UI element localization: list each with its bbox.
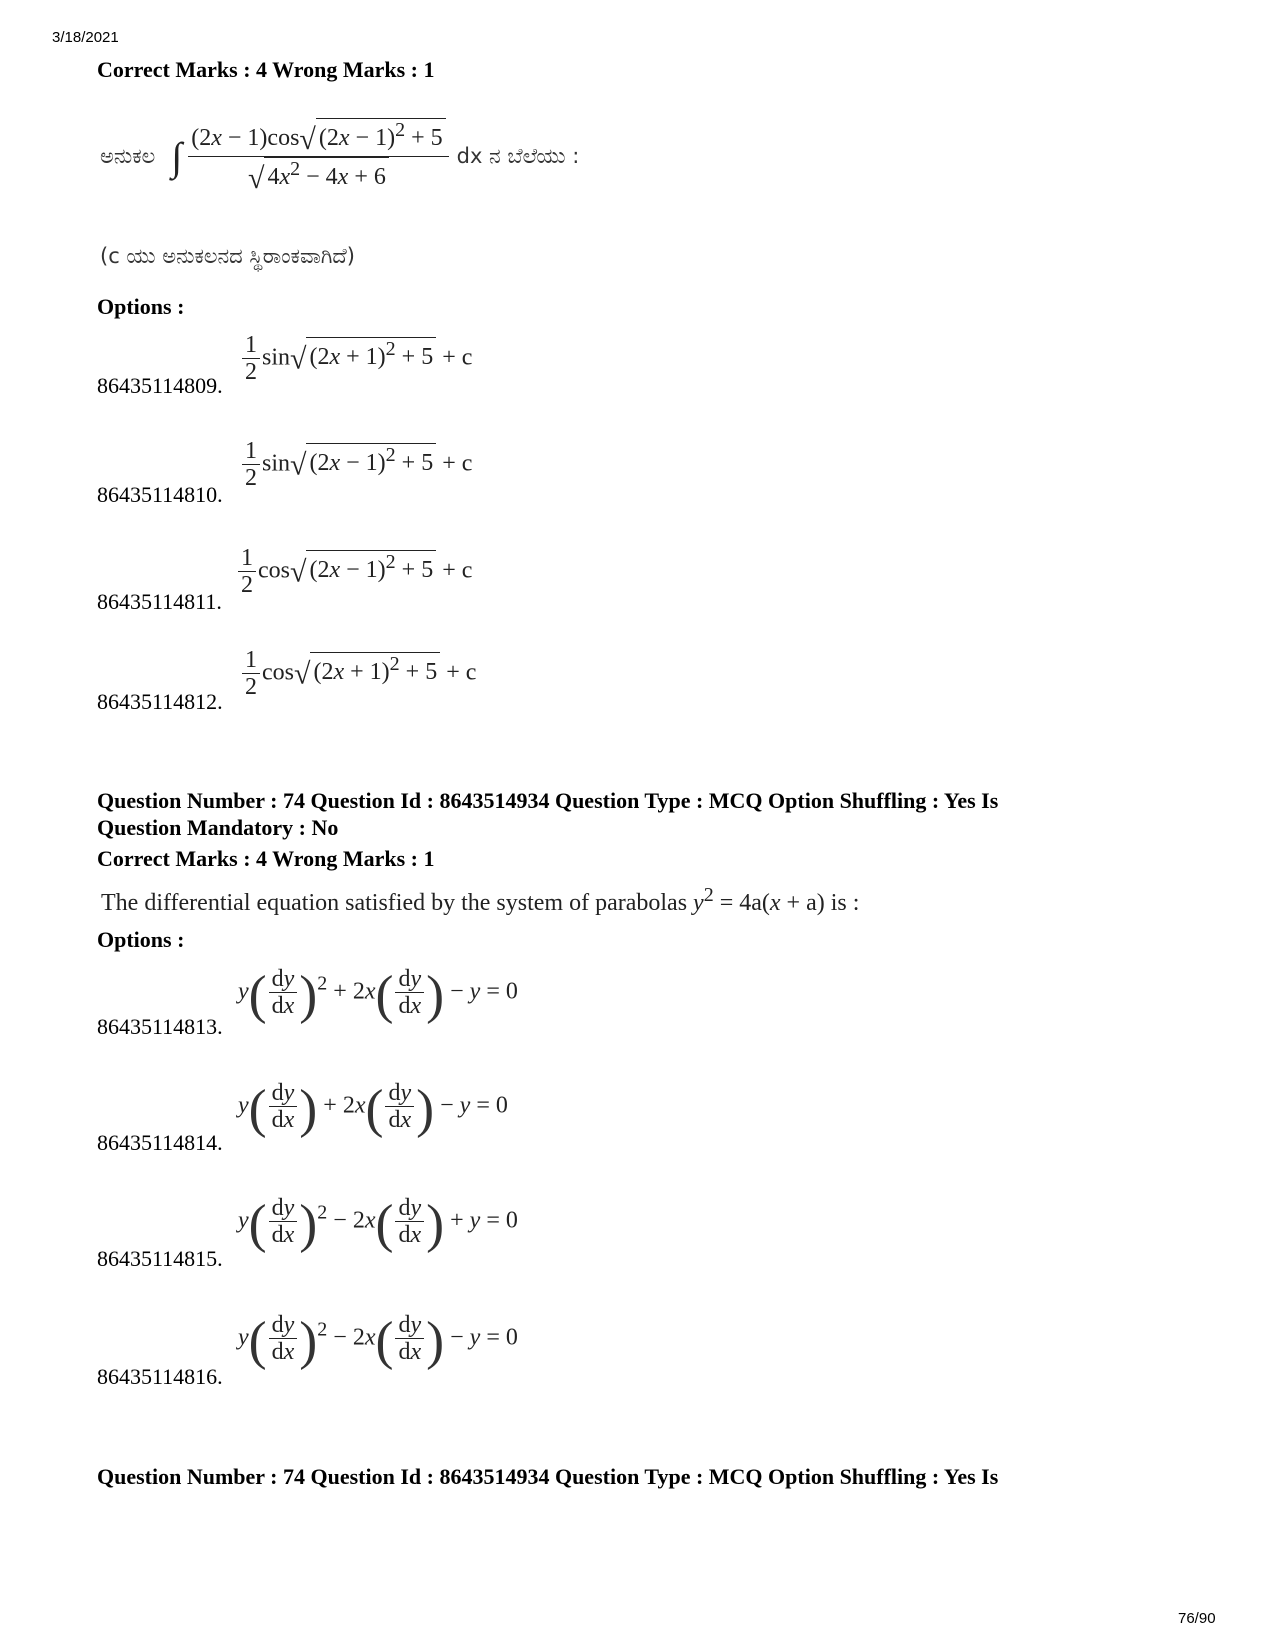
page-number: 76/90: [1178, 1610, 1216, 1627]
q74-info-line2: Question Mandatory : No: [97, 815, 339, 840]
option-id: 86435114809.: [97, 373, 223, 398]
q74-marks: Correct Marks : 4 Wrong Marks : 1: [97, 846, 435, 871]
q74-options-label: Options :: [97, 927, 185, 952]
option-formula[interactable]: $\frac{1}{2}$ sin√ $(2x + 1)^2 + 5 + c$: [240, 332, 472, 386]
q73-note: (c ಯು ಅನುಕಲನದ ಸ್ಥಿರಾಂಕವಾಗಿದೆ): [100, 244, 355, 268]
q74-question: The differential equation satisfied by the system of parabolas $y^2 = 4a(x + a)$ is :: [101, 884, 860, 916]
q75-info-line1: Question Number : 74 Question Id : 8643514934 Question Type : MCQ Option Shuffling : Yes Is: [97, 1464, 999, 1489]
q73-prefix: ಅನುಕಲ: [100, 144, 156, 168]
q74-text-before: The differential equation satisfied by the system of parabolas: [101, 890, 688, 916]
option-id: 86435114812.: [97, 689, 223, 714]
integral-sign: ∫: [171, 134, 183, 179]
option-formula[interactable]: $\frac{1}{2}$ cos√ $(2x + 1)^2 + 5 + c$: [240, 647, 476, 701]
q73-marks: Correct Marks : 4 Wrong Marks : 1: [97, 57, 435, 82]
integrand: $\frac{(2x - 1)\cos√ (2x - 1)^2 + 5}{√ 4x^2 - 4x + 6}$: [188, 118, 448, 195]
option-formula[interactable]: $\frac{1}{2}$ cos√ $(2x - 1)^2 + 5 + c$: [236, 545, 472, 599]
option-id: 86435114814.: [97, 1130, 223, 1155]
option-formula[interactable]: y( $\frac{dy}{dx}$ ) + 2x( $\frac{dy}{dx}$ ) − y = 0: [238, 1078, 508, 1139]
q74-text-after: is :: [830, 890, 860, 916]
print-date: 3/18/2021: [52, 29, 119, 46]
option-id: 86435114810.: [97, 482, 223, 507]
q73-options-label: Options :: [97, 294, 185, 319]
option-id: 86435114811.: [97, 589, 222, 614]
option-id: 86435114815.: [97, 1246, 223, 1271]
option-formula[interactable]: $\frac{1}{2}$ sin√ $(2x - 1)^2 + 5 + c$: [240, 438, 472, 492]
option-formula[interactable]: y( $\frac{dy}{dx}$ )$^2$ − 2x( $\frac{dy}{dx}$ ) + y = 0: [238, 1193, 518, 1254]
option-id: 86435114813.: [97, 1014, 223, 1039]
option-id: 86435114816.: [97, 1364, 223, 1389]
q73-suffix: dx ನ ಬೆಲೆಯು :: [456, 144, 580, 168]
q73-question: [100, 118, 579, 195]
q74-info-line1: Question Number : 74 Question Id : 8643514934 Question Type : MCQ Option Shuffling : Yes Is: [97, 788, 999, 813]
option-formula[interactable]: y( $\frac{dy}{dx}$ )$^2$ − 2x( $\frac{dy}{dx}$ ) − y = 0: [238, 1310, 518, 1371]
option-formula[interactable]: y( $\frac{dy}{dx}$ )$^2$ + 2x( $\frac{dy}{dx}$ ) − y = 0: [238, 964, 518, 1025]
